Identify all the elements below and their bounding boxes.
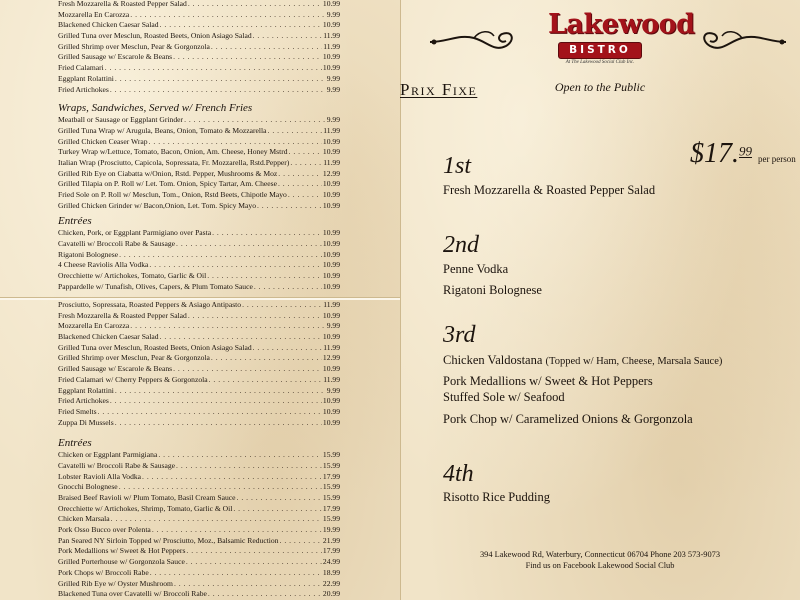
dot-leader	[173, 364, 322, 375]
menu-item-name: Chicken or Eggplant Parmigiana	[58, 450, 158, 460]
course-label-2nd: 2nd	[443, 232, 479, 258]
menu-item-row	[58, 514, 340, 525]
menu-panel-top	[0, 0, 400, 298]
dot-leader	[119, 482, 322, 493]
course-item: Penne Vodka	[443, 262, 509, 276]
menu-item-row	[58, 332, 340, 343]
dot-leader	[207, 271, 322, 282]
menu-item-row	[58, 74, 340, 85]
dot-leader	[176, 461, 322, 472]
footer-address: 394 Lakewood Rd, Waterbury, Connecticut 06704 Phone 203 573-9073	[479, 550, 721, 559]
menu-item-name: Pork Chops w/ Broccoli Rabe	[58, 567, 149, 577]
open-to-public-text: Open to the Public	[554, 80, 646, 94]
menu-item-row	[58, 386, 340, 397]
dot-leader	[149, 137, 322, 148]
menu-item-name: Mozzarella En Carozza	[58, 9, 130, 19]
menu-item-row	[58, 407, 340, 418]
menu-item-name: 4 Cheese Raviolis Alla Vodka	[58, 260, 149, 270]
dot-leader	[257, 201, 322, 212]
menu-item-price: 10.99	[322, 20, 340, 30]
menu-item-row	[58, 271, 340, 282]
appetizer-list	[58, 300, 340, 428]
menu-item-price: 15.99	[322, 450, 340, 460]
dot-leader	[212, 228, 322, 239]
price-dollars: $17.	[690, 138, 739, 169]
menu-item-row	[58, 493, 340, 504]
menu-item-row	[58, 201, 340, 212]
menu-item-price: 10.99	[322, 271, 340, 281]
menu-item-row	[58, 568, 340, 579]
wraps-heading: Wraps, Sandwiches, Served w/ French Fries	[58, 102, 253, 115]
menu-item-name: Eggplant Rolattini	[58, 73, 114, 83]
menu-panel-bottom	[0, 298, 400, 600]
menu-item-row	[58, 321, 340, 332]
entrees-list	[58, 228, 340, 292]
logo-tagline: At The Lakewood Social Club Inc.	[565, 60, 635, 65]
entrees-list	[58, 450, 340, 600]
course-item: Stuffed Sole w/ Seafood	[443, 390, 565, 404]
menu-item-row	[58, 147, 340, 158]
logo-bistro-banner: BISTRO	[558, 42, 642, 59]
menu-item-row	[58, 546, 340, 557]
dot-leader	[253, 31, 323, 42]
menu-item-row	[58, 579, 340, 590]
menu-item-price: 19.99	[322, 525, 340, 535]
course-item: Pork Medallions w/ Sweet & Hot Peppers	[443, 374, 653, 388]
menu-item-row	[58, 42, 340, 53]
dot-leader	[173, 52, 322, 63]
menu-item-row	[58, 179, 340, 190]
left-flourish-icon	[428, 28, 520, 56]
menu-column-bottom	[58, 300, 340, 600]
menu-item-name: Fried Smelts	[58, 406, 97, 416]
course-item: Risotto Rice Pudding	[443, 490, 550, 504]
dot-leader	[186, 557, 322, 568]
menu-item-row	[58, 536, 340, 547]
menu-item-name: Grilled Chicken Grinder w/ Bacon,Onion, Let. Tom. Spicy Mayo	[58, 200, 256, 210]
menu-item-price: 11.99	[323, 125, 340, 135]
menu-item-row	[58, 396, 340, 407]
menu-item-price: 10.99	[322, 136, 340, 146]
dot-leader	[115, 74, 326, 85]
dot-leader	[115, 418, 322, 429]
menu-item-price: 10.99	[322, 396, 340, 406]
dot-leader	[237, 493, 322, 504]
restaurant-logo	[548, 9, 695, 65]
menu-item-price: 11.99	[323, 157, 340, 167]
menu-item-price: 15.99	[322, 514, 340, 524]
dot-leader	[111, 514, 322, 525]
menu-item-price: 9.99	[326, 385, 340, 395]
course-item-text: Chicken Valdostana	[443, 353, 543, 367]
dot-leader	[280, 536, 322, 547]
menu-item-name: Fried Calamari	[58, 63, 104, 73]
menu-item-name: Orecchiette w/ Artichokes, Tomato, Garlic & Oil	[58, 271, 207, 281]
dot-leader	[209, 375, 323, 386]
dot-leader	[176, 239, 322, 250]
dot-leader	[150, 568, 322, 579]
menu-item-row	[58, 504, 340, 515]
dot-leader	[152, 525, 322, 536]
dot-leader	[278, 179, 322, 190]
menu-item-price: 10.99	[322, 406, 340, 416]
menu-item-price: 10.99	[322, 239, 340, 249]
menu-item-price: 9.99	[326, 115, 340, 125]
menu-item-price: 17.99	[322, 546, 340, 556]
prix-fixe-price	[690, 138, 796, 170]
menu-item-name: Lobster Ravioli Alla Vodka	[58, 471, 142, 481]
menu-item-name: Grilled Shrimp over Mesclun, Pear & Gorgonzola	[58, 353, 210, 363]
menu-item-price: 9.99	[326, 321, 340, 331]
menu-item-price: 24.99	[322, 557, 340, 567]
menu-item-row	[58, 343, 340, 354]
dot-leader	[119, 250, 322, 261]
dot-leader	[158, 450, 322, 461]
menu-item-row	[58, 10, 340, 21]
menu-item-row	[58, 85, 340, 96]
course-item	[443, 353, 722, 368]
menu-item-name: Prosciutto, Sopressata, Roasted Peppers & Asiago Antipasto	[58, 300, 242, 309]
menu-item-name: Fried Artichokes	[58, 396, 109, 406]
menu-item-name: Chicken Marsala	[58, 514, 110, 524]
menu-item-price: 9.99	[326, 84, 340, 94]
menu-item-row	[58, 137, 340, 148]
dot-leader	[115, 386, 326, 397]
menu-item-price: 11.99	[323, 300, 340, 309]
menu-item-row	[58, 482, 340, 493]
menu-item-price: 12.99	[322, 353, 340, 363]
logo-name: Lakewood	[548, 9, 695, 40]
menu-item-name: Grilled Chicken Ceaser Wrap	[58, 136, 148, 146]
menu-item-row	[58, 418, 340, 429]
menu-item-name: Grilled Sausage w/ Escarole & Beans	[58, 52, 173, 62]
dot-leader	[142, 472, 322, 483]
menu-item-row	[58, 450, 340, 461]
menu-item-price: 10.99	[322, 249, 340, 259]
right-flourish-icon	[696, 28, 788, 56]
menu-item-name: Fried Sole on P. Roll w/ Mesclun, Tom., Onion, Rstd Beets, Chipotle Mayo	[58, 190, 287, 199]
course-item: Pork Chop w/ Caramelized Onions & Gorgonzola	[443, 412, 693, 426]
dot-leader	[233, 504, 322, 515]
dot-leader	[160, 332, 322, 343]
dot-leader	[130, 321, 325, 332]
menu-item-name: Cavatelli w/ Broccoli Rabe & Sausage	[58, 239, 176, 249]
menu-item-row	[58, 126, 340, 137]
price-cents: 99	[739, 143, 752, 159]
menu-item-row	[58, 589, 340, 600]
menu-item-price: 10.99	[322, 190, 340, 199]
dot-leader	[105, 63, 322, 74]
menu-item-name: Grilled Shrimp over Mesclun, Pear & Gorgonzola	[58, 41, 210, 51]
menu-item-row	[58, 311, 340, 322]
menu-item-name: Blackened Tuna over Cavatelli w/ Broccoli Rabe	[58, 589, 207, 599]
menu-item-row	[58, 169, 340, 180]
course-label-3rd: 3rd	[443, 322, 476, 348]
menu-item-row	[58, 239, 340, 250]
entrees-heading: Entrées	[58, 215, 92, 228]
menu-item-price: 9.99	[326, 73, 340, 83]
menu-item-row	[58, 525, 340, 536]
wraps-list	[58, 115, 340, 211]
menu-item-row	[58, 20, 340, 31]
menu-item-name: Fresh Mozzarella & Roasted Pepper Salad	[58, 0, 187, 8]
menu-item-name: Eggplant Rolattini	[58, 385, 114, 395]
menu-item-name: Pan Seared NY Sirloin Topped w/ Prosciutto, Moz., Balsamic Reduction	[58, 535, 279, 545]
menu-item-price: 15.99	[322, 482, 340, 492]
menu-item-price: 21.99	[322, 535, 340, 545]
prix-fixe-title: Prix Fixe	[400, 80, 478, 99]
menu-item-name: Grilled Rib Eye on Ciabatta w/Onion, Rstd. Pepper, Mushrooms & Moz	[58, 168, 278, 178]
menu-item-price: 9.99	[326, 9, 340, 19]
menu-item-name: Rigatoni Bolognese	[58, 249, 119, 259]
menu-item-price: 10.99	[322, 147, 340, 157]
menu-item-price: 10.99	[322, 364, 340, 374]
dot-leader	[110, 396, 322, 407]
dot-leader	[254, 282, 322, 293]
menu-item-price: 10.99	[322, 63, 340, 73]
dot-leader	[208, 589, 322, 600]
menu-item-name: Cavatelli w/ Broccoli Rabe & Sausage	[58, 460, 176, 470]
menu-item-price: 17.99	[322, 503, 340, 513]
menu-item-row	[58, 190, 340, 201]
menu-item-price: 10.99	[322, 310, 340, 320]
menu-item-name: Orecchiette w/ Artichokes, Shrimp, Tomato, Garlic & Oil	[58, 503, 233, 513]
menu-item-name: Grilled Tuna Wrap w/ Arugula, Beans, Onion, Tomato & Mozzarella	[58, 125, 267, 135]
menu-item-name: Grilled Tilapia on P. Roll w/ Let. Tom. Onion, Spicy Tartar, Am. Cheese	[58, 179, 277, 189]
menu-item-price: 10.99	[322, 417, 340, 427]
dot-leader	[242, 300, 322, 311]
menu-item-row	[58, 31, 340, 42]
menu-item-row	[58, 300, 340, 311]
appetizer-list	[58, 0, 340, 95]
menu-item-row	[58, 282, 340, 293]
menu-item-name: Blackened Chicken Caesar Salad	[58, 332, 159, 342]
price-per-person: per person	[758, 154, 796, 164]
menu-item-row	[58, 63, 340, 74]
menu-item-row	[58, 0, 340, 10]
course-item-note: (Topped w/ Ham, Cheese, Marsala Sauce)	[545, 356, 723, 367]
dot-leader	[288, 190, 322, 201]
dot-leader	[211, 42, 322, 53]
dot-leader	[149, 260, 321, 271]
course-item: Rigatoni Bolognese	[443, 283, 542, 297]
menu-item-price: 18.99	[322, 567, 340, 577]
dot-leader	[186, 546, 322, 557]
menu-item-price: 10.99	[322, 332, 340, 342]
menu-item-row	[58, 375, 340, 386]
menu-item-row	[58, 250, 340, 261]
menu-item-name: Braised Beef Ravioli w/ Plum Tomato, Basil Cream Sauce	[58, 493, 236, 502]
dot-leader	[98, 407, 322, 418]
dot-leader	[174, 579, 322, 590]
menu-item-price: 10.99	[322, 281, 340, 291]
dot-leader	[130, 10, 325, 21]
menu-item-price: 22.99	[322, 578, 340, 588]
course-label-1st: 1st	[443, 153, 472, 179]
menu-item-name: Zuppa Di Mussels	[58, 417, 114, 427]
menu-item-row	[58, 158, 340, 169]
menu-item-price: 10.99	[322, 0, 340, 8]
menu-item-price: 10.99	[322, 200, 340, 210]
menu-item-price: 10.99	[322, 228, 340, 238]
menu-item-row	[58, 353, 340, 364]
menu-item-row	[58, 472, 340, 483]
menu-item-name: Italian Wrap (Prosciutto, Capicola, Sopressata, Fr. Mozzarella, Rstd.Pepper)	[58, 157, 290, 167]
menu-item-name: Turkey Wrap w/Lettuce, Tomato, Bacon, Onion, Am. Cheese, Honey Mstrd	[58, 147, 288, 157]
menu-item-row	[58, 115, 340, 126]
menu-item-name: Grilled Tuna over Mesclun, Roasted Beets, Onion Asiago Salad	[58, 342, 252, 352]
entrees-heading: Entrées	[58, 437, 92, 450]
menu-item-row	[58, 364, 340, 375]
menu-item-price: 15.99	[322, 493, 340, 502]
menu-item-row	[58, 260, 340, 271]
dot-leader	[188, 0, 322, 10]
dot-leader	[211, 353, 322, 364]
menu-item-price: 15.99	[322, 460, 340, 470]
dot-leader	[188, 311, 322, 322]
menu-item-name: Meatball or Sausage or Eggplant Grinder	[58, 115, 184, 125]
menu-item-name: Fried Calamari w/ Cherry Peppers & Gorgonzola	[58, 374, 208, 384]
menu-item-row	[58, 228, 340, 239]
course-item: Fresh Mozzarella & Roasted Pepper Salad	[443, 183, 656, 197]
menu-item-price: 10.99	[322, 260, 340, 270]
dot-leader	[253, 343, 323, 354]
menu-item-name: Gnocchi Bolognese	[58, 482, 118, 492]
menu-item-name: Grilled Sausage w/ Escarole & Beans	[58, 364, 173, 374]
menu-item-price: 11.99	[323, 31, 340, 41]
menu-item-name: Pork Medallions w/ Sweet & Hot Peppers	[58, 546, 186, 556]
dot-leader	[110, 85, 326, 96]
menu-item-price: 11.99	[323, 41, 340, 51]
menu-item-name: Pork Osso Bucco over Polenta	[58, 525, 151, 535]
menu-column-top	[58, 0, 340, 293]
menu-item-row	[58, 52, 340, 63]
menu-item-name: Chicken, Pork, or Eggplant Parmigiano over Pasta	[58, 228, 212, 238]
menu-item-price: 20.99	[322, 589, 340, 599]
menu-item-name: Pappardelle w/ Tunafish, Olives, Capers, & Plum Tomato Sauce	[58, 281, 253, 291]
dot-leader	[268, 126, 323, 137]
menu-item-price: 17.99	[322, 471, 340, 481]
menu-item-price: 10.99	[322, 52, 340, 62]
course-label-4th: 4th	[443, 461, 474, 487]
dot-leader	[289, 147, 322, 158]
menu-item-name: Fresh Mozzarella & Roasted Pepper Salad	[58, 310, 187, 320]
menu-item-name: Mozzarella En Carozza	[58, 321, 130, 331]
menu-item-row	[58, 461, 340, 472]
footer-facebook: Find us on Facebook Lakewood Social Club	[525, 561, 675, 570]
dot-leader	[160, 20, 322, 31]
menu-item-price: 11.99	[323, 342, 340, 352]
menu-item-name: Fried Artichokes	[58, 84, 109, 94]
dot-leader	[290, 158, 322, 169]
menu-item-price: 12.99	[322, 168, 340, 178]
menu-item-name: Grilled Porterhouse w/ Gorgonzola Sauce	[58, 557, 185, 567]
menu-item-name: Grilled Rib Eye w/ Oyster Mushroom	[58, 578, 173, 588]
dot-leader	[278, 169, 322, 180]
menu-item-name: Grilled Tuna over Mesclun, Roasted Beets, Onion Asiago Salad	[58, 31, 252, 41]
dot-leader	[184, 115, 326, 126]
menu-item-price: 10.99	[322, 179, 340, 189]
menu-item-name: Blackened Chicken Caesar Salad	[58, 20, 159, 30]
menu-item-row	[58, 557, 340, 568]
menu-item-price: 11.99	[323, 374, 340, 384]
